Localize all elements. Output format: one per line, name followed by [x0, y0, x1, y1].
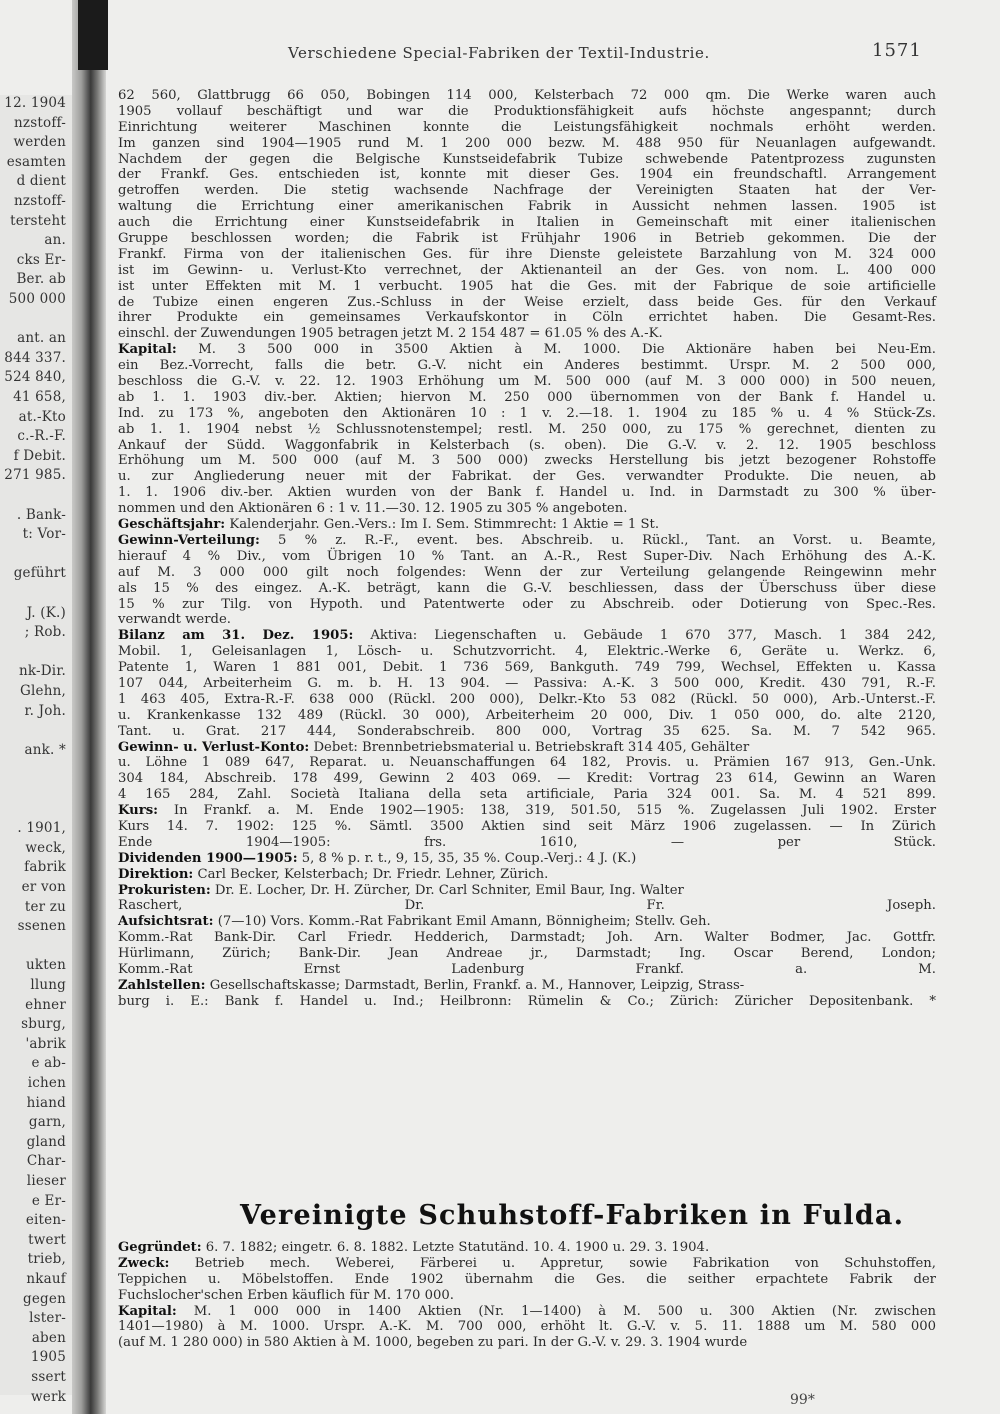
previous-page-fragment: ichen — [27, 1075, 66, 1091]
text-line: Kapital: M. 3 500 000 in 3500 Aktien à M. 1000. Die Aktionäre haben bei Neu-Em. — [118, 342, 936, 358]
previous-page-fragment: an. — [44, 232, 66, 249]
previous-page-fragment: 524 840, — [4, 369, 66, 386]
text-line: Komm.-Rat Bank-Dir. Carl Friedr. Hedderich, Darmstadt; Joh. Arn. Walter Bodmer, Jac. Gottfr. — [118, 930, 936, 946]
text-line: Hürlimann, Zürich; Bank-Dir. Jean Andreae jr., Darmstadt; Ing. Oscar Berend, London; — [118, 946, 936, 962]
previous-page-fragment: nk-Dir. — [18, 663, 66, 680]
previous-page-fragment: hiand — [26, 1094, 66, 1111]
text-line: Im ganzen sind 1904—1905 rund M. 1 200 000 bezw. M. 488 950 für Neuanlagen aufgewandt. — [118, 135, 936, 151]
previous-page-fragment: e Er- — [31, 1192, 66, 1209]
text-line: Zweck: Betrieb mech. Weberei, Färberei u. Appretur, sowie Fabrikation von Schuhstoffen, — [118, 1255, 936, 1271]
text-line: (auf M. 1 280 000) in 580 Aktien à M. 1000, begeben zu pari. In der G.-V. v. 29. 3. 1904 wurde — [118, 1335, 748, 1351]
previous-page-fragment: 500 000 — [8, 291, 66, 307]
text-line: Patente 1, Waren 1 881 001, Debit. 1 736 569, Bankguth. 749 799, Wechsel, Effekten u. Kassa — [118, 660, 936, 676]
text-line: ist im Gewinn- u. Verlust-Kto verrechnet, der Aktienanteil an der Ges. von nom. L. 400 000 — [118, 262, 936, 278]
previous-page-fragment: J. (K.) — [26, 604, 66, 621]
previous-page-fragment: geführt — [13, 565, 66, 582]
previous-page-fragment: nzstoff- — [14, 114, 66, 131]
running-title: Verschiedene Special-Fabriken der Textil-Industrie. — [288, 44, 710, 62]
text-line: Frankf. Firma von der italienischen Ges. für ihre Dienste geleistete Barzahlung von M. 324 000 — [118, 246, 936, 262]
previous-page-fragment: 271 985. — [4, 467, 66, 484]
text-line: Einrichtung weiterer Maschinen konnte die Leistungsfähigkeit nochmals erhöht werden. — [118, 119, 936, 135]
text-line: Teppichen u. Möbelstoffen. Ende 1902 übernahm die Ges. die seither erpachtete Fabrik der — [118, 1271, 936, 1287]
text-line: 1. 1. 1906 div.-ber. Aktien wurden von der Bank f. Handel u. Ind. in Darmstadt zu 300 % über- — [118, 485, 936, 501]
text-line: 4 165 284, Zahl. Società Italiana della seta artificiale, Paria 324 001. Sa. M. 4 521 899. — [118, 787, 936, 803]
text-line: Dividenden 1900—1905: 5, 8 % p. r. t., 9, 15, 35, 35 %. Coup.-Verj.: 4 J. (K.) — [118, 850, 637, 866]
previous-page-fragment: 41 658, — [13, 389, 66, 405]
previous-page-fragment: nzstoff- — [14, 193, 66, 209]
text-line: Gewinn-Verteilung: 5 % z. R.-F., event. bes. Abschreib. u. Rückl., Tant. an Vorst. u. Beamte, — [118, 532, 936, 548]
previous-page-fragment: r. Joh. — [24, 702, 66, 719]
text-line: u. Löhne 1 089 647, Reparat. u. Neuanschaffungen 64 182, Provis. u. Prämien 167 913, Gen.-Unk. — [118, 755, 936, 771]
previous-page-fragment: f Debit. — [13, 447, 66, 464]
text-line: Aufsichtsrat: (7—10) Vors. Komm.-Rat Fabrikant Emil Amann, Bönnigheim; Stellv. Geh. — [118, 914, 711, 930]
text-line: Bilanz am 31. Dez. 1905: Aktiva: Liegenschaften u. Gebäude 1 670 377, Masch. 1 384 242, — [118, 628, 937, 644]
previous-page-edge — [0, 95, 72, 1405]
text-line: 304 184, Abschreib. 178 499, Gewinn 2 403 069. — Kredit: Vortrag 23 614, Gewinn an Waren — [118, 771, 936, 787]
previous-page-fragment: werk — [31, 1388, 66, 1405]
previous-page-fragment: ter zu — [24, 898, 66, 915]
previous-page-fragment: fabrik — [24, 859, 66, 876]
text-line: Gegründet: 6. 7. 1882; eingetr. 6. 8. 1882. Letzte Statutänd. 10. 4. 1900 u. 29. 3. 1904. — [118, 1240, 710, 1255]
previous-page-fragment: ssert — [31, 1369, 66, 1385]
previous-page-fragment: trieb, — [27, 1251, 66, 1268]
previous-page-fragment: c.-R.-F. — [17, 428, 66, 445]
previous-page-fragment: esamten — [6, 153, 66, 170]
text-line: Kurs: In Frankf. a. M. Ende 1902—1905: 138, 319, 501.50, 515 %. Zugelassen Juli 1902. Erster — [118, 803, 936, 819]
text-line: auf M. 3 000 000 gilt noch folgendes: Wenn der zur Verteilung gelangende Reingewinn mehr — [118, 564, 936, 580]
previous-page-fragment: 'abrik — [25, 1035, 66, 1052]
text-line: Geschäftsjahr: Kalenderjahr. Gen.-Vers.: Im I. Sem. Stimmrecht: 1 Aktie = 1 St. — [118, 517, 660, 533]
text-line: Raschert, Dr. Fr. Joseph. — [118, 898, 936, 914]
text-line: verwandt werde. — [118, 612, 231, 628]
text-line: 1 463 405, Extra-R.-F. 638 000 (Rückl. 200 000), Delkr.-Kto 53 082 (Rückl. 50 000), Arb.-Unterst.-F. — [118, 691, 936, 707]
text-line: 1401—1980) à M. 1000. Urspr. A.-K. M. 700 000, erhöht lt. G.-V. v. 5. 11. 1888 um M. 580 000 — [118, 1319, 936, 1335]
text-line: ein Bez.-Vorrecht, falls die betr. G.-V. nicht ein Anderes bestimmt. Urspr. M. 2 500 000, — [118, 358, 936, 374]
previous-page-fragment: cks Er- — [16, 251, 66, 268]
text-line: 15 % zur Tilg. von Hypoth. und Patentwerte oder zu Abschreib. oder Dotierung von Spec.-Res. — [118, 596, 936, 612]
previous-page-fragment: Ber. ab — [16, 271, 66, 288]
previous-page-fragment: 1905 — [30, 1349, 66, 1366]
page-gutter-shadow — [72, 0, 106, 1414]
text-line: getroffen werden. Die stetig wachsende Nachfrage der Vereinigten Staaten hat der Ver- — [118, 183, 936, 199]
section-title: Vereinigte Schuhstoff-Fabriken in Fulda. — [240, 1200, 905, 1231]
text-line: waltung die Errichtung einer amerikanischen Fabrik in Aussicht nehmen lassen. 1905 ist — [118, 199, 936, 215]
previous-page-fragment: werden — [13, 134, 66, 151]
text-line: ist unter Effekten mit M. 1 verbucht. 1905 hat die Ges. mit der Fabrique de soie artificielle — [118, 278, 936, 294]
previous-page-fragment: ank. * — [24, 741, 66, 758]
previous-page-fragment: ehner — [25, 996, 66, 1013]
previous-page-fragment: llung — [30, 977, 66, 993]
previous-page-fragment: gland — [26, 1133, 66, 1150]
previous-page-fragment: tersteht — [10, 212, 66, 229]
text-line: Ankauf der Südd. Waggonfabrik in Kelsterbach (s. oben). Die G.-V. v. 2. 12. 1905 beschloss — [118, 437, 936, 453]
previous-page-fragment: ant. an — [17, 330, 66, 347]
text-line: Zahlstellen: Gesellschaftskasse; Darmstadt, Berlin, Frankf. a. M., Hannover, Leipzig, Strass- — [118, 977, 745, 993]
previous-page-fragment: Glehn, — [20, 683, 66, 699]
text-line: ab 1. 1. 1904 nebst ½ Schlussnotenstempel; restl. M. 250 000, zu 175 % gerechnet, dienten zu — [118, 421, 936, 437]
text-line: Komm.-Rat Ernst Ladenburg Frankf. a. M. — [118, 961, 936, 977]
text-line: nommen und den Aktionären 6 : 1 v. 11.—30. 12. 1905 zu 305 % angeboten. — [118, 501, 628, 517]
text-line: der Frankf. Ges. entschieden ist, konnte mit dieser Ges. 1904 ein freundschaftl. Arrangement — [118, 167, 936, 183]
page-number: 1571 — [872, 40, 922, 61]
previous-page-fragment: . Bank- — [16, 506, 66, 523]
text-line: Kurs 14. 7. 1902: 125 %. Sämtl. 3500 Aktien sind seit März 1906 zugelassen. — In Zürich — [118, 818, 936, 834]
text-line: als 15 % des eingez. A.-K. beträgt, kann die G.-V. beschliessen, dass der Überschuss über diese — [118, 580, 936, 596]
previous-page-fragment: at.-Kto — [18, 408, 66, 425]
text-line: Ende 1904—1905: frs. 1610, — per Stück. — [118, 834, 936, 850]
previous-page-fragment: weck, — [25, 839, 66, 856]
text-line: 107 044, Arbeiterheim G. m. b. H. 13 904. — Passiva: A.-K. 3 500 000, Kredit. 430 791, R.-F. — [118, 675, 936, 691]
previous-page-fragment: ssenen — [17, 918, 66, 935]
section-body-text — [118, 1240, 936, 1351]
text-line: Gewinn- u. Verlust-Konto: Debet: Brennbetriebsmaterial u. Betriebskraft 314 405, Gehälter — [118, 739, 750, 755]
previous-page-fragment: e ab- — [31, 1055, 66, 1072]
previous-page-fragment: lieser — [26, 1173, 66, 1189]
previous-page-fragment: 12. 1904 — [4, 95, 66, 111]
text-line: einschl. der Zuwendungen 1905 betragen jetzt M. 2 154 487 = 61.05 % des A.-K. — [118, 326, 663, 342]
main-body-text — [118, 88, 936, 1010]
text-line: 62 560, Glattbrugg 66 050, Bobingen 114 000, Kelsterbach 72 000 qm. Die Werke waren auch — [118, 88, 936, 103]
text-line: u. zur Angliederung neuer mit der Fabrikat. der Ges. verwandter Produkte. Die neuen, ab — [118, 469, 936, 485]
text-line: ihrer Produkte ein gemeinsames Verkaufskontor in Cöln errichtet haben. Die Gesamt-Res. — [118, 310, 936, 326]
text-line: Direktion: Carl Becker, Kelsterbach; Dr. Friedr. Lehner, Zürich. — [118, 866, 549, 882]
text-line: Kapital: M. 1 000 000 in 1400 Aktien (Nr. 1—1400) à M. 500 u. 300 Aktien (Nr. zwischen — [118, 1303, 936, 1319]
previous-page-fragment: Char- — [26, 1153, 66, 1170]
binding-mark — [78, 0, 108, 70]
previous-page-fragment: ukten — [26, 957, 66, 974]
text-line: Mobil. 1, Geleisanlagen 1, Lösch- u. Schutzvorricht. 4, Elektric.-Werke 6, Geräte u. Werkz. 6, — [118, 644, 936, 660]
text-line: Gruppe beschlossen worden; die Fabrik ist Frühjahr 1906 in Betrieb gekommen. Die der — [118, 231, 936, 247]
previous-page-fragment: 844 337. — [4, 349, 66, 366]
signature-mark: 99* — [790, 1392, 815, 1408]
text-line: u. Krankenkasse 132 489 (Rückl. 30 000), Arbeiterheim 20 000, Div. 1 050 000, do. alte 2120, — [118, 707, 936, 723]
text-line: ab 1. 1. 1903 div.-ber. Aktien; hiervon M. 250 000 übernommen von der Bank f. Handel u. — [118, 389, 936, 405]
previous-page-fragment: d dient — [16, 173, 66, 190]
text-line: de Tubize einen engeren Zus.-Schluss in der Weise erzielt, dass beide Ges. für den Verkauf — [118, 294, 936, 310]
text-line: hierauf 4 % Div., vom Übrigen 10 % Tant. an A.-R., Rest Super-Div. Nach Erhöhung des A.-K. — [118, 548, 936, 564]
previous-page-fragment: sburg, — [21, 1016, 66, 1033]
text-line: Ind. zu 173 %, angeboten den Aktionären 10 : 1 v. 2.—18. 1. 1904 zu 185 % u. 4 % Stück-Zs. — [118, 405, 936, 421]
previous-page-fragment: gegen — [23, 1290, 66, 1307]
text-line: Fuchslocher'schen Erben käuflich für M. 170 000. — [118, 1287, 454, 1303]
text-line: auch die Errichtung einer Kunstseidefabrik in Italien in Gemeinschaft mit einer italienischen — [118, 215, 936, 231]
previous-page-fragment: . 1901, — [17, 820, 66, 837]
text-line: 1905 vollauf beschäftigt und war die Produktionsfähigkeit aufs höchste angespannt; durch — [118, 103, 936, 119]
previous-page-fragment: aben — [31, 1329, 66, 1346]
text-line: beschloss die G.-V. v. 22. 12. 1903 Erhöhung um M. 500 000 (auf M. 3 000 000) in 500 neuen, — [118, 374, 936, 390]
previous-page-fragment: t: Vor- — [22, 526, 66, 543]
previous-page-fragment: lster- — [29, 1310, 66, 1327]
text-line: Prokuristen: Dr. E. Locher, Dr. H. Zürcher, Dr. Carl Schniter, Emil Baur, Ing. Walter — [118, 882, 684, 898]
previous-page-fragment: er von — [21, 879, 66, 895]
previous-page-fragment: garn, — [28, 1114, 66, 1131]
previous-page-fragment: ; Rob. — [24, 624, 66, 641]
previous-page-fragment: nkauf — [26, 1271, 66, 1287]
text-line: Nachdem der gegen die Belgische Kunstseidefabrik Tubize schwebende Patentprozess zugunsten — [118, 151, 936, 167]
text-line: Erhöhung um M. 500 000 (auf M. 3 500 000) zwecks Herstellung bis jetzt bezogener Rohstoffe — [118, 453, 936, 469]
text-line: burg i. E.: Bank f. Handel u. Ind.; Heilbronn: Rümelin & Co.; Zürich: Züricher Depositenbank. * — [118, 993, 936, 1009]
text-line: Tant. u. Grat. 217 444, Sonderabschreib. 800 000, Vortrag 35 625. Sa. M. 7 542 965. — [118, 723, 936, 739]
previous-page-fragment: twert — [28, 1231, 66, 1248]
previous-page-fragment: eiten- — [25, 1212, 66, 1229]
